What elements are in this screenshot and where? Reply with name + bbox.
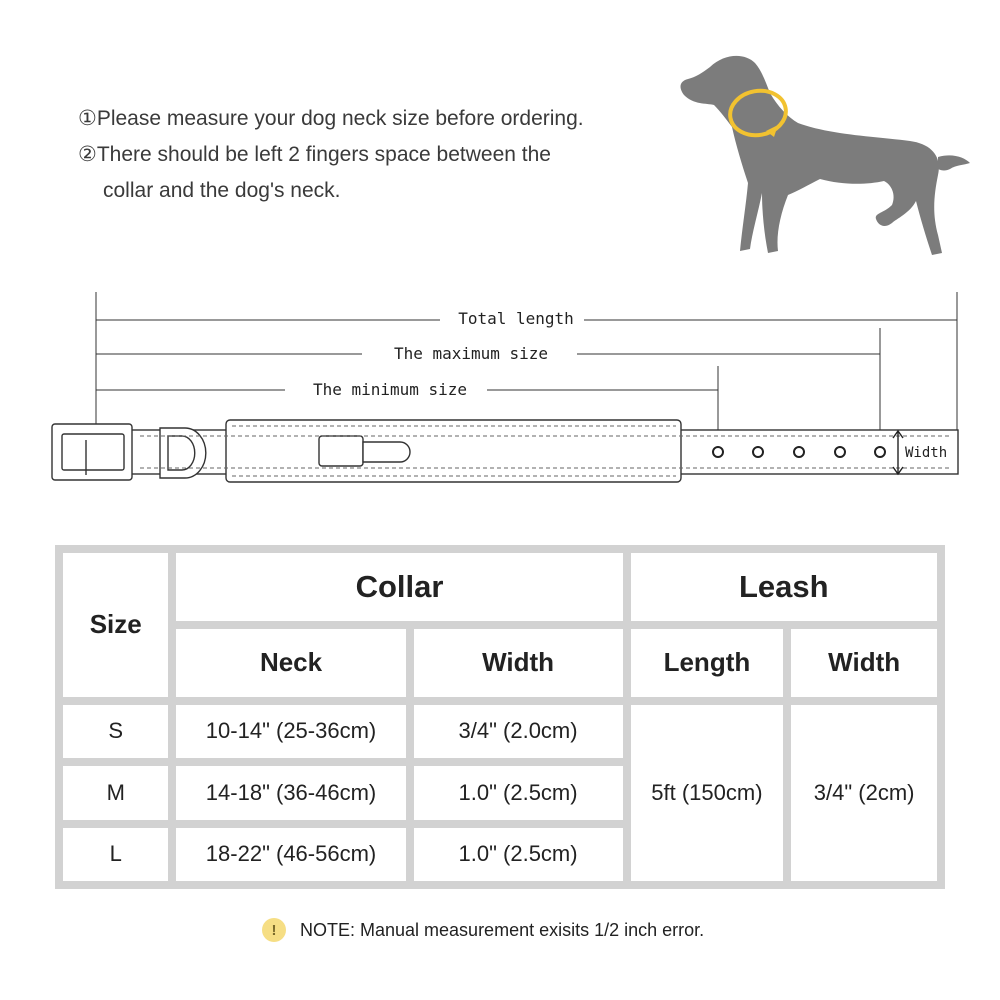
dog-illustration: [670, 45, 970, 270]
leash-length-cell: 5ft (150cm): [631, 705, 784, 881]
neck-header: Neck: [176, 629, 405, 697]
size-cell: S: [63, 705, 168, 758]
collar-width-header: Width: [414, 629, 623, 697]
size-header: Size: [63, 553, 168, 697]
warning-icon: !: [262, 918, 286, 942]
size-cell: M: [63, 766, 168, 819]
instruction-line-1: ①Please measure your dog neck size before ordering.: [78, 107, 584, 130]
instruction-line-3: collar and the dog's neck.: [103, 179, 341, 202]
width-label: Width: [905, 445, 948, 461]
collar-diagram: [0, 280, 1000, 510]
leash-length-header: Length: [631, 629, 784, 697]
instructions: [78, 101, 678, 209]
neck-cell: 14-18" (36-46cm): [176, 766, 405, 819]
width-cell: 1.0" (2.5cm): [414, 828, 623, 881]
leash-width-cell: 3/4" (2cm): [791, 705, 937, 881]
note: [262, 916, 704, 944]
width-cell: 1.0" (2.5cm): [414, 766, 623, 819]
total-length-label: Total length: [458, 309, 574, 328]
size-cell: L: [63, 828, 168, 881]
min-size-label: The minimum size: [312, 380, 468, 399]
table-row: [63, 705, 937, 758]
neck-cell: 18-22" (46-56cm): [176, 828, 405, 881]
collar-header: Collar: [176, 553, 622, 621]
leash-header: Leash: [631, 553, 937, 621]
instruction-line-2: ②There should be left 2 fingers space between the: [78, 143, 551, 166]
max-size-label: The maximum size: [393, 344, 549, 363]
leash-width-header: Width: [791, 629, 937, 697]
note-text: NOTE: Manual measurement exisits 1/2 inch error.: [300, 919, 705, 940]
size-table: [55, 545, 945, 889]
width-cell: 3/4" (2.0cm): [414, 705, 623, 758]
neck-cell: 10-14" (25-36cm): [176, 705, 405, 758]
